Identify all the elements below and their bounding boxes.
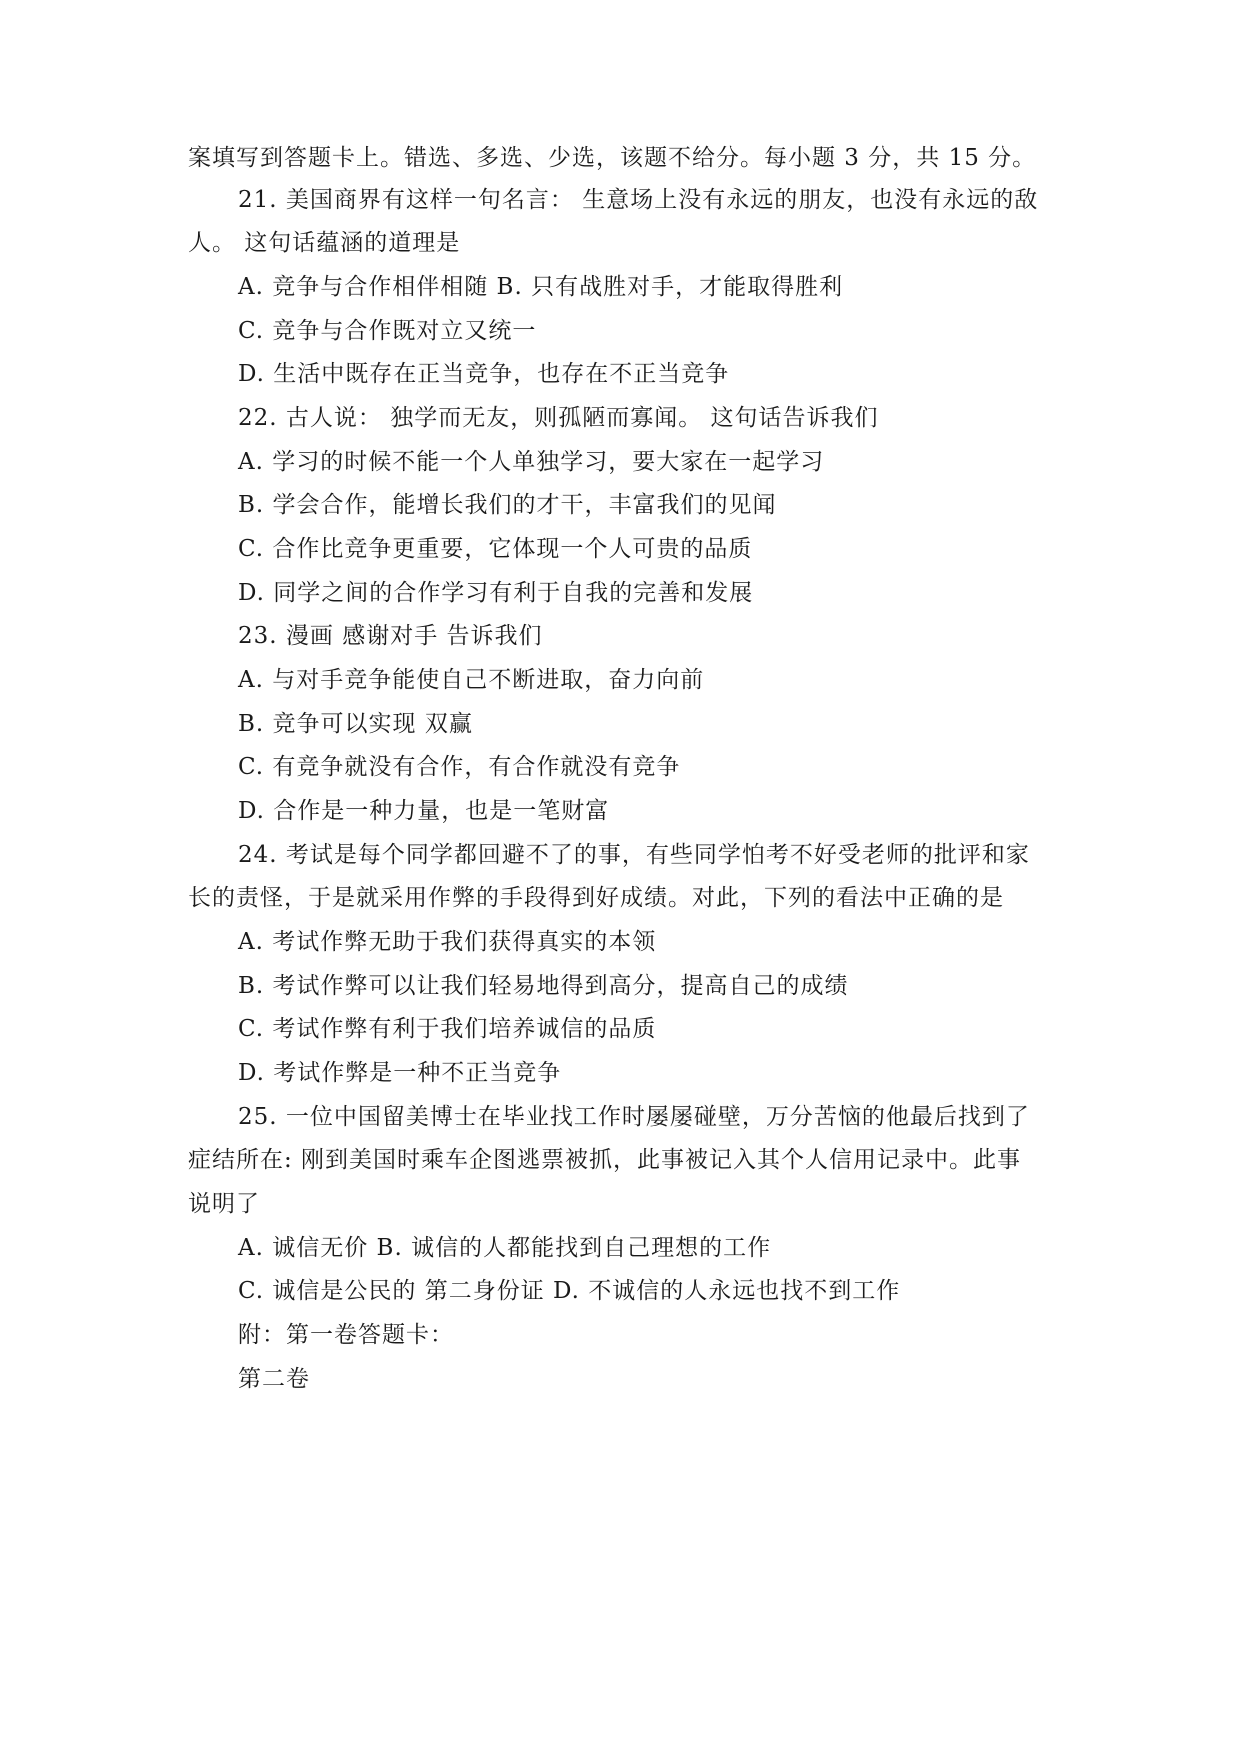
instruction-text: 案填写到答题卡上。错选、多选、少选，该题不给分。每小题 3 分，共 15 分。 [188, 145, 1037, 171]
question-23-option-line: D. 合作是一种力量，也是一笔财富 [238, 798, 610, 824]
question-24-stem-line-1: 24. 考试是每个同学都回避不了的事，有些同学怕考不好受老师的批评和家 [238, 842, 1030, 868]
question-21-option-line: A. 竞争与合作相伴相随 B. 只有战胜对手，才能取得胜利 [238, 274, 844, 300]
question-23-option-line: A. 与对手竞争能使自己不断进取，奋力向前 [238, 667, 705, 693]
question-21-option-line: D. 生活中既存在正当竞争，也存在不正当竞争 [238, 361, 730, 387]
question-24-stem-line-2: 长的责怪，于是就采用作弊的手段得到好成绩。对此，下列的看法中正确的是 [188, 885, 1004, 911]
question-25-stem-line-3: 说明了 [188, 1191, 260, 1217]
question-21-stem-line-2: 人。 这句话蕴涵的道理是 [188, 230, 461, 256]
question-23-option-line: B. 竞争可以实现 双赢 [238, 711, 473, 737]
question-25-option-line: C. 诚信是公民的 第二身份证 D. 不诚信的人永远也找不到工作 [238, 1278, 901, 1304]
question-22-option-line: D. 同学之间的合作学习有利于自我的完善和发展 [238, 580, 754, 606]
question-25-stem-line-1: 25. 一位中国留美博士在毕业找工作时屡屡碰壁，万分苦恼的他最后找到了 [238, 1104, 1030, 1130]
question-23-option-line: C. 有竞争就没有合作，有合作就没有竞争 [238, 754, 681, 780]
question-25-option-line: A. 诚信无价 B. 诚信的人都能找到自己理想的工作 [238, 1235, 772, 1261]
question-24-option-line: B. 考试作弊可以让我们轻易地得到高分，提高自己的成绩 [238, 973, 849, 999]
question-24-option-line: D. 考试作弊是一种不正当竞争 [238, 1060, 562, 1086]
question-25-stem-line-2: 症结所在: 刚到美国时乘车企图逃票被抓，此事被记入其个人信用记录中。此事 [188, 1147, 1022, 1173]
question-22-option-line: A. 学习的时候不能一个人单独学习，要大家在一起学习 [238, 449, 825, 475]
answer-card-note: 附：第一卷答题卡： [238, 1322, 454, 1348]
question-22-stem: 22. 古人说： 独学而无友，则孤陋而寡闻。 这句话告诉我们 [238, 405, 879, 431]
question-24-option-line: A. 考试作弊无助于我们获得真实的本领 [238, 929, 657, 955]
question-23-stem: 23. 漫画 感谢对手 告诉我们 [238, 623, 543, 649]
section-two-heading: 第二卷 [238, 1366, 310, 1392]
question-21-option-line: C. 竞争与合作既对立又统一 [238, 318, 537, 344]
question-21-stem-line-1: 21. 美国商界有这样一句名言： 生意场上没有永远的朋友，也没有永远的敌 [238, 187, 1039, 213]
question-22-option-line: C. 合作比竞争更重要，它体现一个人可贵的品质 [238, 536, 753, 562]
question-24-option-line: C. 考试作弊有利于我们培养诚信的品质 [238, 1016, 657, 1042]
question-22-option-line: B. 学会合作，能增长我们的才干，丰富我们的见闻 [238, 492, 777, 518]
